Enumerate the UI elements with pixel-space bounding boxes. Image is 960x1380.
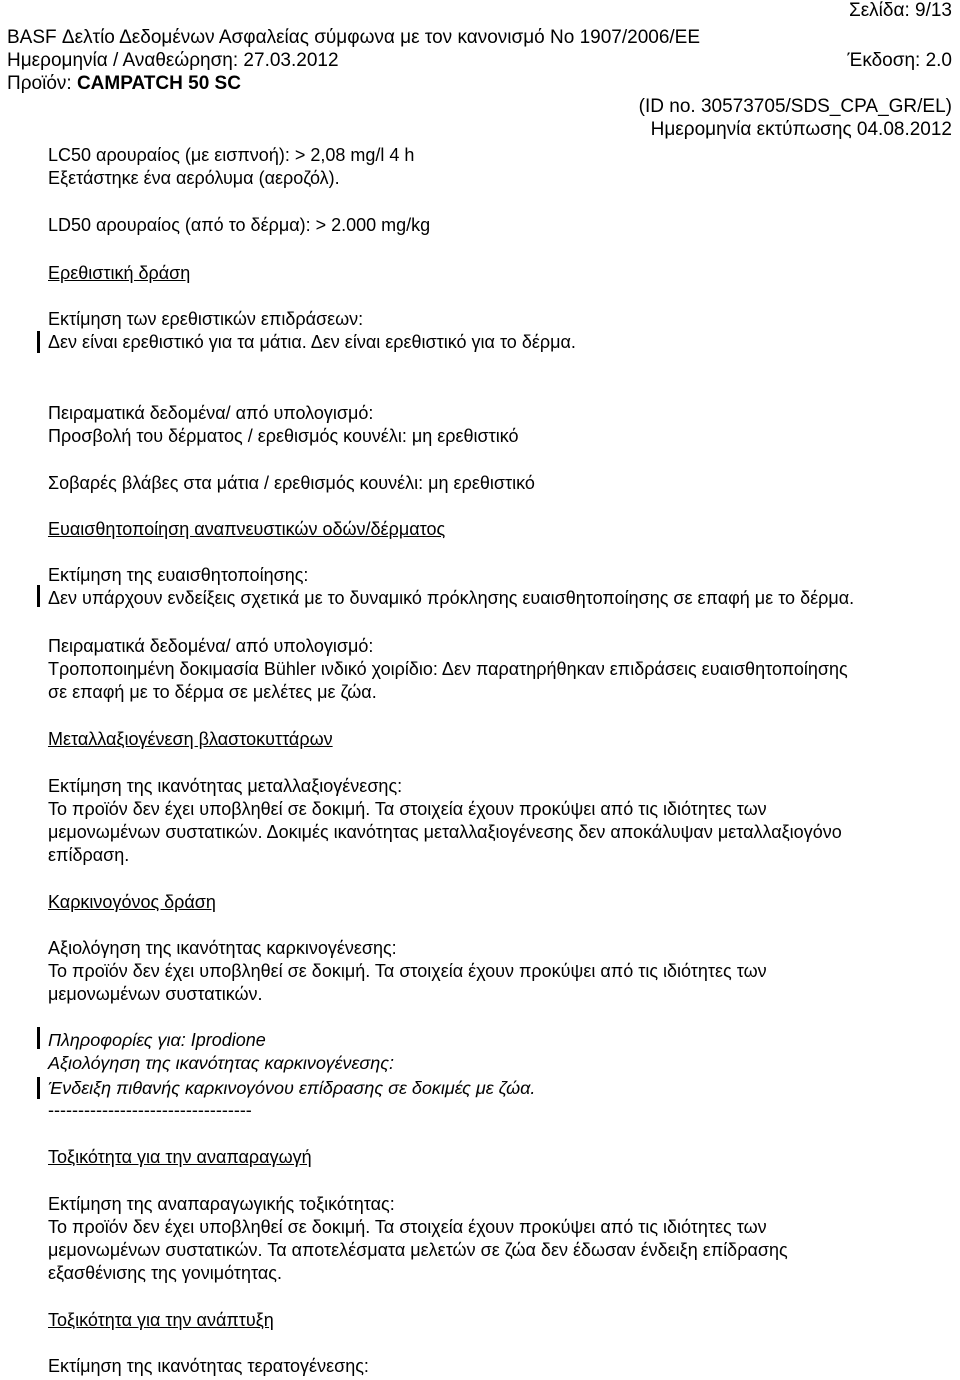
skin-irritation-result: Προσβολή του δέρματος / ερεθισμός κουνέλι: μη ερεθιστικό	[48, 426, 519, 446]
reproductive-text-line-1: Το προϊόν δεν έχει υποβληθεί σε δοκιμή. Τα στοιχεία έχουν προκύψει από τις ιδιότητες των	[48, 1217, 767, 1237]
teratogenicity-eval-label: Εκτίμηση της ικανότητας τερατογένεσης:	[48, 1356, 369, 1376]
document-header	[0, 0, 960, 140]
experimental-data-label: Πειραματικά δεδομένα/ από υπολογισμό:	[48, 403, 374, 423]
sensitization-eval-label: Εκτίμηση της ευαισθητοποίησης:	[48, 565, 309, 585]
carcinogenicity-text-line-1: Το προϊόν δεν έχει υποβληθεί σε δοκιμή. Τα στοιχεία έχουν προκύψει από τις ιδιότητες των	[48, 961, 767, 981]
separator-line: ----------------------------------	[48, 1100, 252, 1120]
section-heading-sensitization: Ευαισθητοποίηση αναπνευστικών οδών/δέρματος	[48, 519, 446, 539]
experimental-data-label: Πειραματικά δεδομένα/ από υπολογισμό:	[48, 636, 374, 656]
change-marker	[37, 1027, 40, 1049]
change-marker	[37, 331, 40, 353]
print-date: Ημερομηνία εκτύπωσης 04.08.2012	[650, 119, 952, 140]
section-heading-irritation: Ερεθιστική δράση	[48, 263, 191, 283]
mutagenicity-text-line-1: Το προϊόν δεν έχει υποβληθεί σε δοκιμή. Τα στοιχεία έχουν προκύψει από τις ιδιότητες των	[48, 799, 767, 819]
mutagenicity-text-line-3: επίδραση.	[48, 845, 130, 865]
document-title: BASF Δελτίο Δεδομένων Ασφαλείας σύμφωνα με τον κανονισμό No 1907/2006/ΕΕ	[7, 27, 701, 48]
buehler-test-line-2: σε επαφή με το δέρμα σε μελέτες με ζώα.	[48, 682, 377, 702]
mutagenicity-eval-label: Εκτίμηση της ικανότητας μεταλλαξιογένεσης:	[48, 776, 403, 796]
ld50-value: LD50 αρουραίος (από το δέρμα): > 2.000 mg/kg	[48, 215, 431, 235]
irritation-result: Δεν είναι ερεθιστικό για τα μάτια. Δεν είναι ερεθιστικό για το δέρμα.	[48, 332, 576, 352]
section-heading-developmental: Τοξικότητα για την ανάπτυξη	[48, 1310, 274, 1330]
edition: Έκδοση: 2.0	[847, 50, 952, 71]
reproductive-eval-label: Εκτίμηση της αναπαραγωγικής τοξικότητας:	[48, 1194, 395, 1214]
product-line	[7, 73, 241, 95]
product-name: CAMPATCH 50 SC	[76, 73, 241, 94]
section-heading-mutagenicity: Μεταλλαξιογένεση βλαστοκυττάρων	[48, 729, 333, 749]
lc50-value: LC50 αρουραίος (με εισπνοή): > 2,08 mg/l 4 h	[48, 145, 415, 165]
mutagenicity-text-line-2: μεμονωμένων συστατικών. Δοκιμές ικανότητας μεταλλαξιογένεσης δεν αποκάλυψαν μεταλλαξιογόνο	[48, 822, 842, 842]
buehler-test-line-1: Τροποποιημένη δοκιμασία Bühler ινδικό χοιρίδιο: Δεν παρατηρήθηκαν επιδράσεις ευαισθητοποίησης	[48, 659, 848, 679]
change-marker	[37, 585, 40, 607]
reproductive-text-line-3: εξασθένισης της γονιμότητας.	[48, 1263, 282, 1283]
sensitization-result: Δεν υπάρχουν ενδείξεις σχετικά με το δυναμικό πρόκλησης ευαισθητοποίησης σε επαφή με το δέρμα.	[48, 588, 855, 608]
product-label: Προϊόν:	[7, 73, 77, 94]
carcinogenicity-text-line-2: μεμονωμένων συστατικών.	[48, 984, 263, 1004]
change-marker	[37, 1077, 40, 1099]
lc50-note: Εξετάστηκε ένα αερόλυμα (αεροζόλ).	[48, 168, 340, 188]
irritation-eval-label: Εκτίμηση των ερεθιστικών επιδράσεων:	[48, 309, 364, 329]
section-heading-carcinogenicity: Καρκινογόνος δράση	[48, 892, 216, 912]
info-carcinogenicity-eval-label: Αξιολόγηση της ικανότητας καρκινογένεσης:	[48, 1053, 395, 1073]
eye-damage-result: Σοβαρές βλάβες στα μάτια / ερεθισμός κουνέλι: μη ερεθιστικό	[48, 473, 535, 493]
reproductive-text-line-2: μεμονωμένων συστατικών. Τα αποτελέσματα μελετών σε ζώα δεν έδωσαν ένδειξη επίδρασης	[48, 1240, 788, 1260]
document-id: (ID no. 30573705/SDS_CPA_GR/EL)	[638, 96, 952, 117]
revision-date: Ημερομηνία / Αναθεώρηση: 27.03.2012	[7, 50, 339, 71]
carcinogenicity-eval-label: Αξιολόγηση της ικανότητας καρκινογένεσης:	[48, 938, 397, 958]
section-heading-reproductive: Τοξικότητα για την αναπαραγωγή	[48, 1147, 312, 1167]
info-for-substance: Πληροφορίες για: Iprodione	[48, 1030, 266, 1050]
page-number: Σελίδα: 9/13	[848, 0, 952, 21]
info-carcinogenicity-result: Ένδειξη πιθανής καρκινογόνου επίδρασης σε δοκιμές με ζώα.	[48, 1078, 536, 1098]
